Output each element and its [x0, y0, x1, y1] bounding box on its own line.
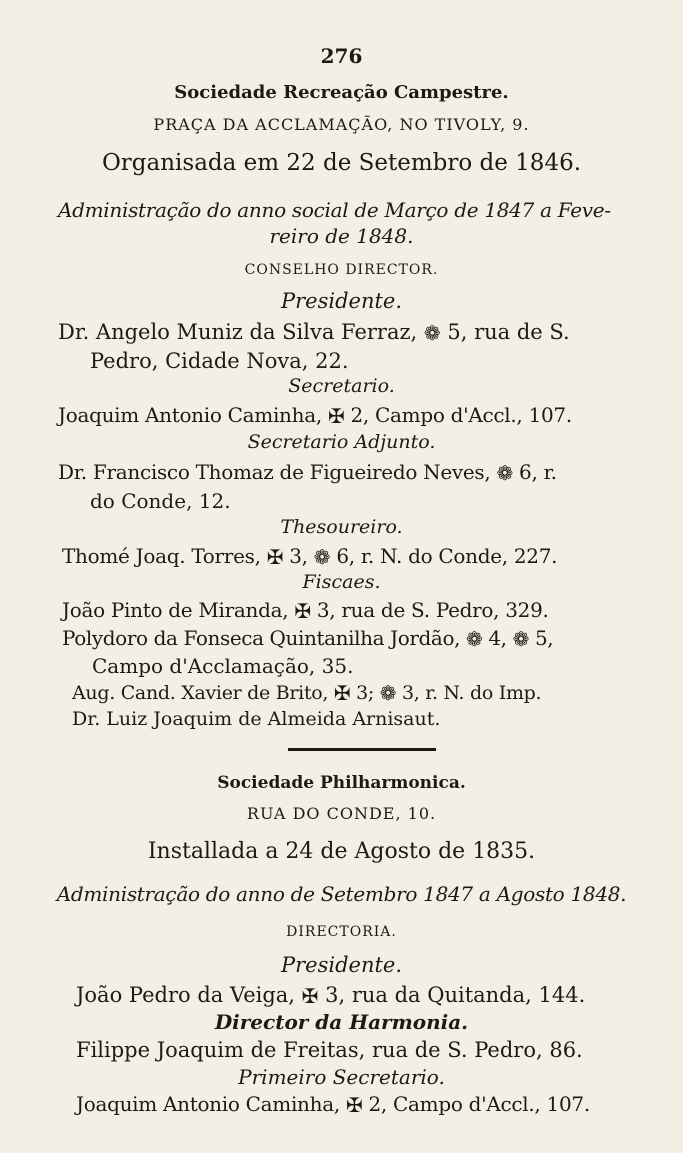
role-heading: Fiscaes. [302, 571, 381, 593]
rosette-icon: ❁ [496, 461, 513, 485]
member-entry: Filippe Joaquim de Freitas, rua de S. Pedro, 86. [76, 1038, 583, 1062]
member-entry: João Pinto de Miranda, ✠ 3, rua de S. Pedro, 329. [62, 598, 549, 623]
council-heading: CONSELHO DIRECTOR. [244, 262, 439, 278]
role-heading: Secretario. [288, 375, 395, 397]
section-title: Sociedade Philharmonica. [217, 773, 466, 793]
rosette-icon: ❁ [313, 545, 331, 569]
role-heading: Secretario Adjunto. [247, 431, 436, 453]
admin-line: Administração do anno social de Março de 1847 a Feve- [58, 198, 611, 222]
board-heading: DIRECTORIA. [286, 924, 397, 940]
section-divider [288, 748, 436, 751]
member-entry: Dr. Francisco Thomaz de Figueiredo Neves, ❁ 6, r. [58, 460, 557, 485]
page-number: 276 [320, 44, 363, 68]
section-address: PRAÇA DA ACCLAMAÇÃO, NO TIVOLY, 9. [153, 115, 530, 134]
admin-line: Administração do anno de Setembro 1847 a Agosto 1848. [56, 882, 627, 906]
member-entry-cont: do Conde, 12. [90, 489, 231, 513]
rosette-icon: ❁ [512, 627, 529, 651]
member-entry: João Pedro da Veiga, ✠ 3, rua da Quitanda, 144. [76, 983, 586, 1008]
cross-icon: ✠ [327, 404, 345, 428]
member-entry: Polydoro da Fonseca Quintanilha Jordão, ❁ 4, ❁ 5, [62, 626, 554, 651]
member-entry: Dr. Luiz Joaquim de Almeida Arnisaut. [72, 708, 441, 730]
rosette-icon: ❁ [379, 681, 397, 705]
rosette-icon: ❁ [423, 321, 441, 345]
cross-icon: ✠ [301, 984, 319, 1008]
member-entry-cont: Pedro, Cidade Nova, 22. [90, 349, 349, 373]
cross-icon: ✠ [266, 545, 284, 569]
role-heading: Primeiro Secretario. [238, 1065, 445, 1089]
member-entry: Joaquim Antonio Caminha, ✠ 2, Campo d'Accl., 107. [76, 1092, 590, 1117]
cross-icon: ✠ [294, 599, 311, 623]
rosette-icon: ❁ [466, 627, 483, 651]
member-entry-cont: Campo d'Acclamação, 35. [92, 654, 354, 678]
role-heading: Thesoureiro. [280, 516, 403, 538]
role-heading: Director da Harmonia. [214, 1010, 469, 1034]
member-entry: Dr. Angelo Muniz da Silva Ferraz, ❁ 5, rua de S. [58, 320, 570, 345]
role-heading: Presidente. [280, 289, 403, 313]
member-entry: Joaquim Antonio Caminha, ✠ 2, Campo d'Accl., 107. [58, 403, 572, 428]
founded-line: Installada a 24 de Agosto de 1835. [147, 839, 536, 864]
cross-icon: ✠ [333, 681, 351, 705]
cross-icon: ✠ [345, 1093, 363, 1117]
section-address: RUA DO CONDE, 10. [246, 804, 437, 823]
member-entry: Aug. Cand. Xavier de Brito, ✠ 3; ❁ 3, r. N. do Imp. [72, 681, 542, 705]
admin-line-cont: reiro de 1848. [269, 224, 414, 248]
member-entry: Thomé Joaq. Torres, ✠ 3, ❁ 6, r. N. do Conde, 227. [62, 544, 558, 569]
section-title: Sociedade Recreação Campestre. [174, 82, 509, 103]
role-heading: Presidente. [280, 953, 403, 977]
founded-line: Organisada em 22 de Setembro de 1846. [101, 150, 582, 176]
